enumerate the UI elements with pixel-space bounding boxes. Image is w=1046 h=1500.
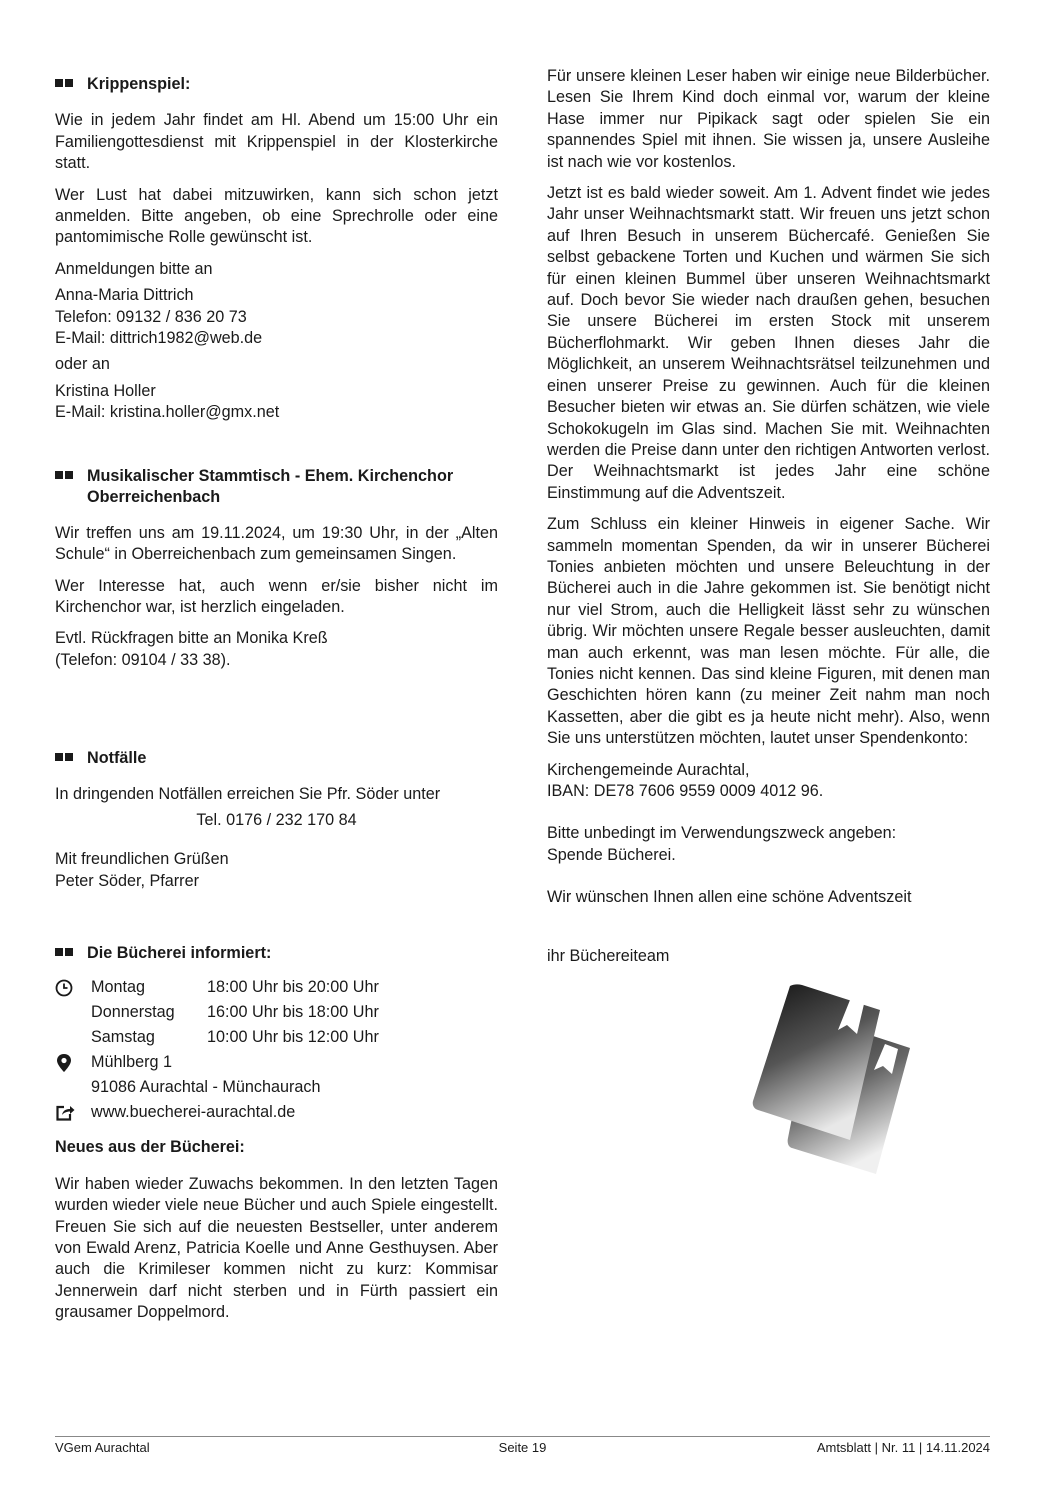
contact-name: Kristina Holler	[55, 381, 156, 400]
signature: Peter Söder, Pfarrer	[55, 871, 199, 890]
hours-row	[55, 1000, 498, 1025]
team-signature: ihr Büchereiteam	[547, 946, 670, 965]
bank-name: Kirchengemeinde Aurachtal,	[547, 760, 750, 779]
address-street: Mühlberg 1	[91, 1053, 172, 1072]
hours-day: Donnerstag	[91, 1003, 175, 1022]
section-heading	[55, 943, 498, 964]
heading-bullet-icon	[55, 753, 73, 761]
footer-right: Amtsblatt | Nr. 11 | 14.11.2024	[816, 1440, 991, 1455]
neues-title: Neues aus der Bücherei:	[55, 1138, 245, 1157]
notfaelle-phone: Tel. 0176 / 232 170 84	[196, 810, 357, 829]
buecherei-title: Die Bücherei informiert:	[87, 944, 272, 962]
footer-left: VGem Aurachtal	[55, 1440, 150, 1455]
website-link[interactable]: www.buecherei-aurachtal.de	[91, 1103, 296, 1122]
contact-phone: Telefon: 09132 / 836 20 73	[55, 307, 247, 326]
hint-purpose: Spende Bücherei.	[547, 845, 676, 864]
neues-text-3: Jetzt ist es bald wieder soweit. Am 1. Advent findet wie jedes Jahr unser Weihnachtsmarkt statt. Wir freuen uns jetzt schon auf Ihren Besuch in unserem Büchercafé. Genießen Sie selbst gebackene Torten und Kuchen und wärmen Sie sich für einen kleinen Bummel über unseren Weihnachtsmarkt auf. Doch bevor Sie wieder nach draußen gehen, besuchen Sie unsere Bücherei im ersten Stock mit unserem Bücherflohmarkt. Wir geben Ihnen dieses Jahr die Möglichkeit, an unserem Weihnachtsrätsel teilzunehmen und einen unserer Preise zu gewinnen. Auch für die kleinen Besucher bieten wir etwas an. Sie dürfen schätzen, wie viele Schokokugeln im Glas sind. Machen Sie mit. Weihnachten werden die Preise dann unter den richtigen Antworten verlost. Der Weihnachtsmarkt ist jedes Jahr eine schöne Einstimmung auf die Adventszeit.	[547, 184, 990, 502]
greeting: Mit freundlichen Grüßen	[55, 850, 229, 869]
hours-time: 16:00 Uhr bis 18:00 Uhr	[207, 1003, 379, 1022]
notfaelle-section	[55, 748, 498, 892]
neues-text-4: Zum Schluss ein kleiner Hinweis in eigener Sache. Wir sammeln momentan Spenden, da wir in unserer Bücherei Tonies anbieten möchten und unsere Beleuchtung in der Bücherei auch in die Jahre gekommen ist. Sie benötigt nicht nur viel Strom, auch die Helligkeit lässt sehr zu wünschen übrig. Wir möchten unsere Regale besser ausleuchten, damit man auch erkennt, was man lesen möchte. Für alle, die Tonies nicht kennen. Das sind kleine Figuren, mit denen man Geschichten hören kann (zu meiner Zeit nahm man noch Kassetten, aber die gibt es ja heute nicht mehr). Also, wenn Sie uns unterstützen möchten, lautet unser Spendenkonto:	[547, 515, 990, 748]
stammtisch-title: Musikalischer Stammtisch - Ehem. Kirchenchor	[87, 467, 454, 485]
address-row	[55, 1050, 498, 1075]
stammtisch-title-line2: Oberreichenbach	[87, 488, 221, 507]
page-number: Seite 19	[498, 1440, 547, 1455]
contact-email: E-Mail: kristina.holler@gmx.net	[55, 403, 280, 422]
heading-bullet-icon	[55, 948, 73, 956]
section-heading	[55, 74, 498, 95]
wish-text: Wir wünschen Ihnen allen eine schöne Adventszeit	[547, 888, 912, 907]
heading-bullet-icon	[55, 471, 73, 479]
heading-bullet-icon	[55, 79, 73, 87]
section-heading	[55, 748, 498, 769]
clock-icon	[55, 979, 91, 997]
neues-text-2: Für unsere kleinen Leser haben wir einige neue Bilderbücher. Lesen Sie Ihrem Kind doch einmal vor, warum der kleine Hase immer nur Pipikack sagt oder spielen Sie ein spannendes Spiel mit ihnen. Sie wissen ja, unsere Ausleihe ist nach wie vor kostenlos.	[547, 67, 990, 171]
hours-time: 18:00 Uhr bis 20:00 Uhr	[207, 978, 379, 997]
krippenspiel-section	[55, 74, 498, 424]
books-illustration	[750, 982, 915, 1177]
krippenspiel-text-1: Wie in jedem Jahr findet am Hl. Abend um 15:00 Uhr ein Familiengottesdienst mit Krippenspiel in der Klosterkirche statt.	[55, 111, 498, 173]
anmeldung-label: Anmeldungen bitte an	[55, 259, 213, 278]
section-heading	[55, 466, 498, 509]
oder-label: oder an	[55, 355, 110, 374]
bank-iban: IBAN: DE78 7606 9559 0009 4012 96.	[547, 782, 824, 800]
opening-hours	[55, 975, 498, 1125]
notfaelle-text: In dringenden Notfällen erreichen Sie Pfr. Söder unter	[55, 785, 441, 804]
external-link-icon	[55, 1104, 91, 1122]
stammtisch-contact: Evtl. Rückfragen bitte an Monika Kreß	[55, 629, 328, 648]
address-city: 91086 Aurachtal - Münchaurach	[91, 1078, 321, 1097]
stammtisch-section	[55, 466, 498, 671]
hours-row	[55, 1025, 498, 1050]
contact-email: E-Mail: dittrich1982@web.de	[55, 329, 263, 348]
neues-heading	[55, 1137, 498, 1158]
notfaelle-title: Notfälle	[87, 749, 147, 767]
website-row	[55, 1100, 498, 1125]
krippenspiel-title: Krippenspiel:	[87, 75, 191, 93]
buecherei-section	[55, 943, 498, 1324]
hours-time: 10:00 Uhr bis 12:00 Uhr	[207, 1028, 379, 1047]
address-row	[55, 1075, 498, 1100]
stammtisch-text-2: Wer Interesse hat, auch wenn er/sie bisher nicht im Kirchenchor war, ist herzlich eingeladen.	[55, 576, 498, 617]
contact-name: Anna-Maria Dittrich	[55, 286, 194, 305]
hint-line: Bitte unbedingt im Verwendungszweck angeben:	[547, 824, 897, 843]
location-pin-icon	[55, 1053, 91, 1073]
hours-row	[55, 975, 498, 1000]
neues-text-1: Wir haben wieder Zuwachs bekommen. In den letzten Tagen wurden wieder viele neue Bücher und auch Spiele eingestellt. Freuen Sie sich auf die neuesten Bestseller, unter anderem von Ewald Arenz, Patricia Koelle und Anne Gesthuysen. Aber auch die Krimileser kommen nicht zu kurz: Kommisar Jennerwein darf nicht sterben und in Fürth passiert ein grausamer Doppelmord.	[55, 1174, 498, 1322]
stammtisch-phone: (Telefon: 09104 / 33 38).	[55, 650, 231, 669]
krippenspiel-text-2: Wer Lust hat dabei mitzuwirken, kann sich schon jetzt anmelden. Bitte angeben, ob eine Sprechrolle oder eine pantomimische Rolle gewünscht ist.	[55, 185, 498, 247]
hours-day: Montag	[91, 978, 145, 997]
neues-continued	[547, 66, 990, 967]
stammtisch-text-1: Wir treffen uns am 19.11.2024, um 19:30 Uhr, in der „Alten Schule“ in Oberreichenbach zum gemeinsamen Singen.	[55, 523, 498, 564]
hours-day: Samstag	[91, 1028, 155, 1047]
page-footer	[55, 1436, 990, 1455]
